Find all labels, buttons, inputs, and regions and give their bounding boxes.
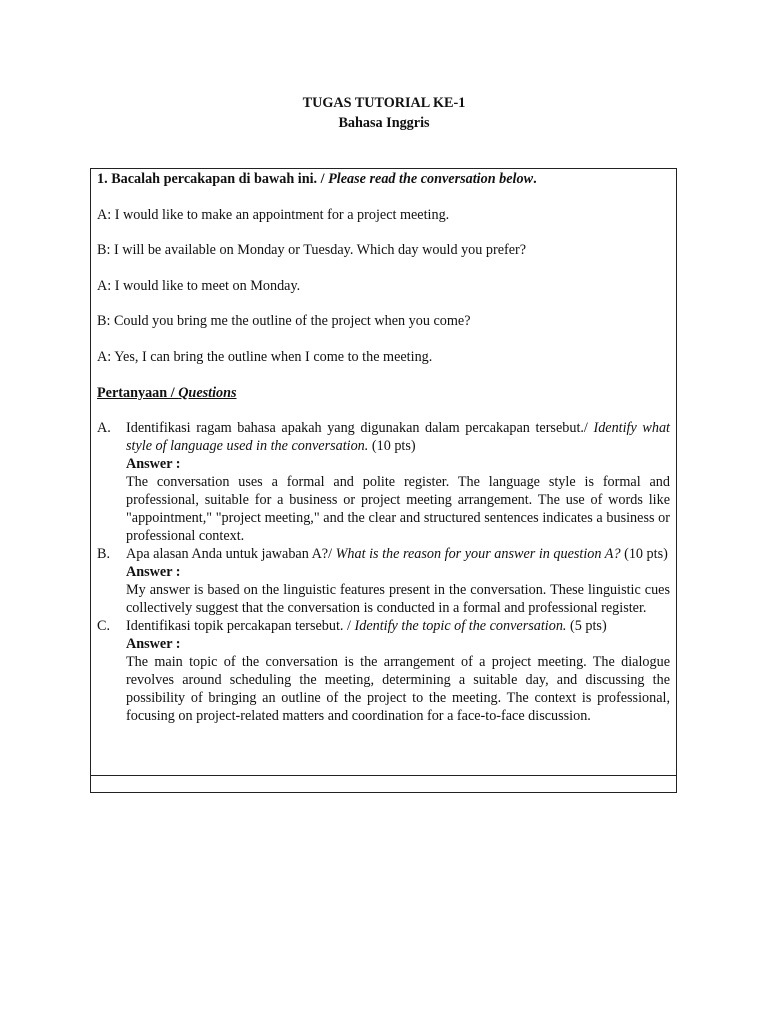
question-item bbox=[97, 545, 670, 617]
question-letter: A. bbox=[97, 420, 111, 437]
question-item bbox=[97, 617, 670, 725]
conversation-line: B: I will be available on Monday or Tuesday. Which day would you prefer? bbox=[97, 242, 527, 259]
instruction-english: Please read the conversation below bbox=[328, 171, 534, 187]
question-text-english: Identify the topic of the conversation. bbox=[354, 618, 567, 635]
question-letter: B. bbox=[97, 546, 111, 563]
answer-text: The conversation uses a formal and polite register. The language style is formal and professional, suitable for a business or project meeting arrangement. The use of words like "appointment," "project meeting," and the clear and structured sentences indicates a business or professional context. bbox=[126, 474, 670, 545]
question-points: (5 pts) bbox=[566, 618, 607, 635]
answer-text: My answer is based on the linguistic features present in the conversation. These linguistic cues collectively suggest that the conversation is conducted in a formal and professional register. bbox=[126, 582, 670, 617]
question-points: (10 pts) bbox=[368, 438, 416, 455]
question-text-english: What is the reason for your answer in question A? bbox=[335, 546, 621, 563]
question-text-indonesian: Identifikasi topik percakapan tersebut. / bbox=[126, 618, 355, 635]
question-item bbox=[97, 419, 670, 545]
table-row-divider bbox=[91, 775, 676, 776]
conversation-line: A: I would like to make an appointment for a project meeting. bbox=[97, 206, 450, 223]
instruction-period: . bbox=[533, 171, 537, 187]
question-text bbox=[126, 419, 670, 455]
answer-label: Answer : bbox=[126, 636, 181, 653]
answer-text: The main topic of the conversation is the arrangement of a project meeting. The dialogue revolves around scheduling the meeting, determining a suitable day, and discussing the possibility of bringing an outline of the project to the meeting. The context is professional, focusing on project-related matters and coordination for a face-to-face discussion. bbox=[126, 654, 670, 725]
instruction-indonesian: 1. Bacalah percakapan di bawah ini. / bbox=[97, 171, 329, 187]
conversation-line: B: Could you bring me the outline of the project when you come? bbox=[97, 313, 471, 330]
conversation-line: A: Yes, I can bring the outline when I come to the meeting. bbox=[97, 348, 433, 365]
document-title: TUGAS TUTORIAL KE-1 bbox=[302, 95, 466, 111]
answer-label: Answer : bbox=[126, 456, 181, 473]
questions-heading bbox=[97, 384, 670, 402]
conversation-line: A: I would like to meet on Monday. bbox=[97, 277, 301, 294]
question-letter: C. bbox=[97, 618, 111, 635]
question-text bbox=[126, 545, 670, 563]
question-text bbox=[126, 617, 670, 635]
questions-heading-english: Questions bbox=[178, 384, 237, 401]
document-header bbox=[0, 93, 768, 133]
task-table bbox=[90, 168, 677, 793]
task-instruction bbox=[97, 170, 670, 188]
question-list bbox=[97, 419, 670, 725]
answer-label: Answer : bbox=[126, 564, 181, 581]
question-text-indonesian: Identifikasi ragam bahasa apakah yang digunakan dalam percakapan tersebut./ bbox=[126, 420, 594, 437]
task-cell bbox=[97, 170, 670, 725]
question-text-english: Identify what style of language used in the conversation. bbox=[126, 420, 670, 455]
questions-heading-indonesian: Pertanyaan / bbox=[97, 384, 179, 401]
question-text-indonesian: Apa alasan Anda untuk jawaban A?/ bbox=[126, 546, 336, 563]
document-subtitle: Bahasa Inggris bbox=[338, 115, 430, 131]
question-points: (10 pts) bbox=[620, 546, 668, 563]
